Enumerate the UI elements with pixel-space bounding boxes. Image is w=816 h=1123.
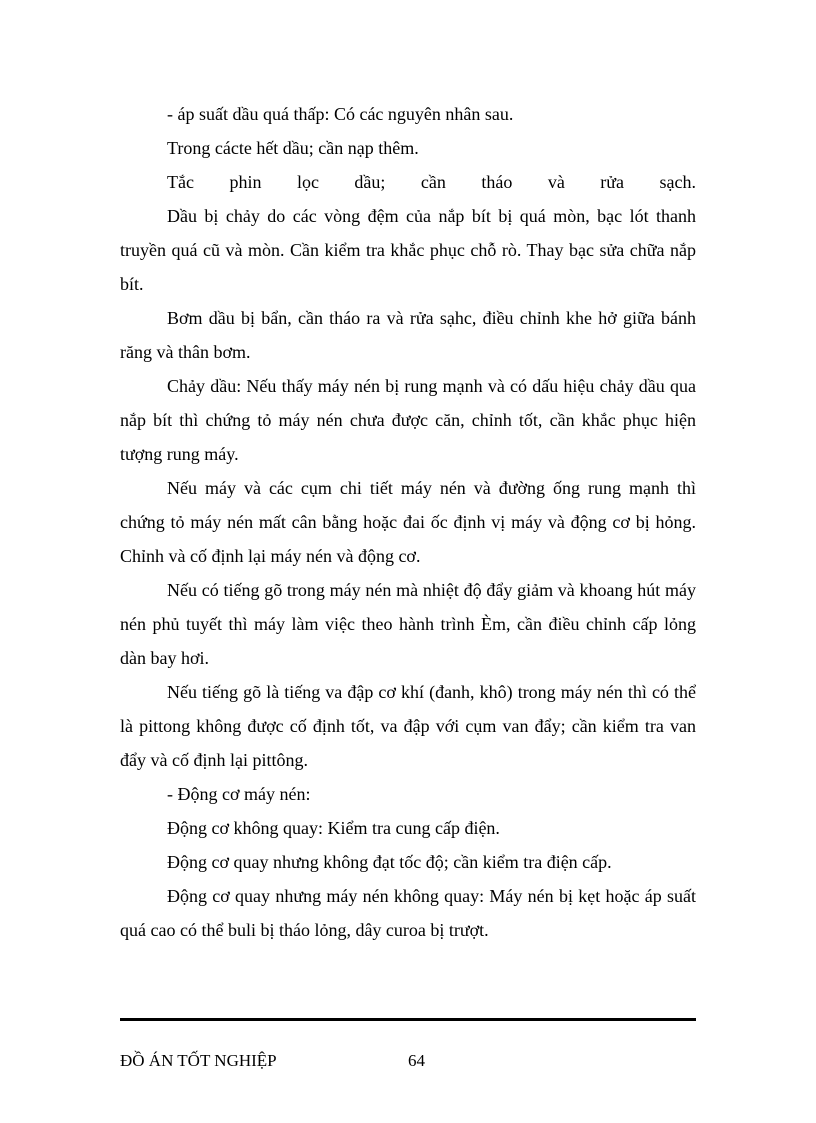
paragraph: Nếu máy và các cụm chi tiết máy nén và đường ống rung mạnh thì chứng tỏ máy nén mất cân bằng hoặc đai ốc định vị máy và động cơ bị hỏng. Chỉnh và cố định lại máy nén và động cơ.: [120, 478, 696, 566]
paragraph: - Động cơ máy nén:: [167, 784, 311, 804]
paragraph: - áp suất dầu quá thấp: Có các nguyên nhân sau.: [167, 104, 514, 124]
paragraph: Động cơ không quay: Kiểm tra cung cấp điện.: [167, 818, 500, 838]
paragraph: Bơm dầu bị bẩn, cần tháo ra và rửa sạhc, điều chỉnh khe hở giữa bánh răng và thân bơm.: [120, 308, 696, 362]
paragraph: Nếu có tiếng gõ trong máy nén mà nhiệt độ đẩy giảm và khoang hút máy nén phủ tuyết thì máy làm việc theo hành trình Èm, cần điều chỉnh cấp lỏng dàn bay hơi.: [120, 580, 696, 668]
paragraph: Dầu bị chảy do các vòng đệm của nắp bít bị quá mòn, bạc lót thanh truyền quá cũ và mòn. Cần kiểm tra khắc phục chỗ rò. Thay bạc sửa chữa nắp bít.: [120, 206, 696, 294]
footer-divider: [120, 1018, 696, 1021]
page-number: 64: [408, 1051, 425, 1070]
paragraph: Động cơ quay nhưng máy nén không quay: Máy nén bị kẹt hoặc áp suất quá cao có thể buli bị tháo lỏng, dây curoa bị trượt.: [120, 886, 696, 940]
footer-title: ĐỒ ÁN TỐT NGHIỆP: [120, 1051, 277, 1070]
paragraph: Động cơ quay nhưng không đạt tốc độ; cần kiểm tra điện cấp.: [167, 852, 612, 872]
body-text: [120, 97, 696, 947]
paragraph: Chảy dầu: Nếu thấy máy nén bị rung mạnh và có dấu hiệu chảy dầu qua nắp bít thì chứng tỏ máy nén chưa được căn, chỉnh tốt, cần khắc phục hiện tượng rung máy.: [120, 376, 696, 464]
paragraph: Nếu tiếng gõ là tiếng va đập cơ khí (đanh, khô) trong máy nén thì có thể là pittong không được cố định tốt, va đập với cụm van đẩy; cần kiểm tra van đẩy và cố định lại pittông.: [120, 682, 696, 770]
paragraph: Tắc phin lọc dầu; cần tháo và rửa sạch.: [167, 172, 696, 192]
paragraph: Trong cácte hết dầu; cần nạp thêm.: [167, 138, 419, 158]
